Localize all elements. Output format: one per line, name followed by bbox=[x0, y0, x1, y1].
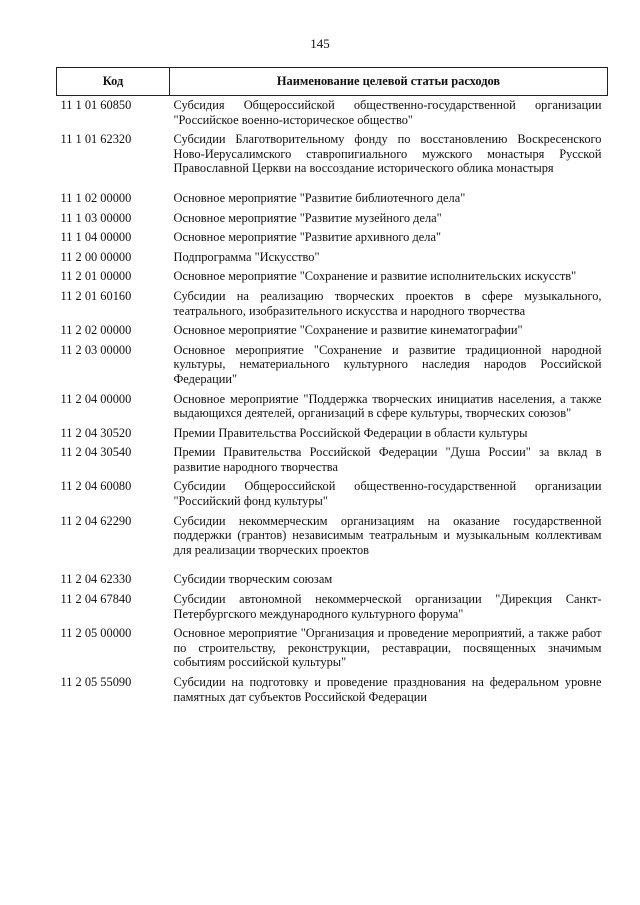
page-number: 145 bbox=[310, 36, 330, 51]
table-row bbox=[57, 390, 608, 424]
row-name: Субсидии некоммерческим организациям на оказание государственной поддержки (грантов) независимым театральным и музыкальным коллективам для реализации творческих проектов bbox=[173, 513, 602, 557]
row-name: Субсидии Благотворительному фонду по восстановлению Воскресенского Ново-Иерусалимского ставропигиального мужского монастыря Русской Православной Церкви на воссоздание исторического облика монастыря bbox=[173, 132, 602, 176]
row-code: 11 2 04 00000 bbox=[60, 391, 132, 406]
table-row bbox=[57, 248, 608, 268]
table-row bbox=[57, 341, 608, 390]
table-row bbox=[57, 512, 608, 561]
table-row bbox=[57, 560, 608, 590]
table-row bbox=[57, 424, 608, 444]
row-code: 11 2 01 60160 bbox=[60, 288, 132, 303]
row-code: 11 2 04 62330 bbox=[60, 572, 132, 587]
budget-codes-table bbox=[56, 67, 608, 707]
row-code: 11 1 04 00000 bbox=[60, 230, 132, 245]
row-code: 11 2 05 55090 bbox=[60, 675, 132, 689]
table-row bbox=[57, 209, 608, 229]
row-name: Премии Правительства Российской Федерации в области культуры bbox=[173, 425, 528, 440]
row-code: 11 2 02 00000 bbox=[60, 323, 132, 338]
table-row bbox=[57, 96, 608, 131]
row-code: 11 2 04 62290 bbox=[60, 513, 132, 528]
table-row bbox=[57, 228, 608, 248]
row-name: Субсидии Общероссийской общественно-государственной организации "Российский фонд культуры" bbox=[173, 479, 602, 509]
row-name: Основное мероприятие "Поддержка творческих инициатив населения, а также выдающихся деятелей, организаций в сфере культуры, творческих союзов" bbox=[173, 391, 602, 421]
row-name: Субсидия Общероссийской общественно-государственной организации "Российское военно-историческое общество" bbox=[173, 98, 602, 127]
table-row bbox=[57, 673, 608, 707]
row-code: 11 2 05 00000 bbox=[60, 626, 132, 641]
header-name: Наименование целевой статьи расходов bbox=[170, 68, 608, 96]
row-code: 11 1 03 00000 bbox=[60, 210, 132, 225]
row-code: 11 2 03 00000 bbox=[60, 342, 132, 357]
row-name: Основное мероприятие "Развитие музейного дела" bbox=[173, 210, 442, 225]
table-row bbox=[57, 287, 608, 321]
row-code: 11 2 00 00000 bbox=[60, 249, 132, 264]
row-code: 11 2 04 30520 bbox=[60, 425, 132, 440]
table-row bbox=[57, 267, 608, 287]
row-code: 11 1 01 62320 bbox=[60, 132, 132, 147]
header-code: Код bbox=[57, 68, 170, 96]
row-name: Основное мероприятие "Развитие библиотечного дела" bbox=[173, 190, 466, 205]
table-row bbox=[57, 130, 608, 179]
row-code: 11 1 02 00000 bbox=[60, 190, 132, 205]
table-header-row bbox=[57, 68, 608, 96]
row-code: 11 2 04 30540 bbox=[60, 445, 132, 460]
table-row bbox=[57, 179, 608, 209]
row-name: Субсидии творческим союзам bbox=[173, 572, 333, 587]
row-name: Основное мероприятие "Организация и проведение мероприятий, а также работ по строительству, реконструкции, реставрации, посвященных значимым событиям российской культуры" bbox=[173, 626, 602, 670]
table-row bbox=[57, 590, 608, 624]
row-name: Основное мероприятие "Развитие архивного дела" bbox=[173, 230, 442, 245]
row-name: Подпрограмма "Искусство" bbox=[173, 249, 320, 264]
row-name: Основное мероприятие "Сохранение и развитие кинематографии" bbox=[173, 323, 523, 338]
table-row bbox=[57, 624, 608, 673]
row-code: 11 2 04 67840 bbox=[60, 592, 132, 607]
table-row bbox=[57, 321, 608, 341]
row-name: Премии Правительства Российской Федерации "Душа России" за вклад в развитие народного творчества bbox=[173, 445, 602, 474]
row-name: Основное мероприятие "Сохранение и развитие традиционной народной культуры, нематериального культурного наследия народов Российской Федерации" bbox=[173, 342, 602, 386]
row-name: Субсидии на подготовку и проведение празднования на федеральном уровне памятных дат субъектов Российской Федерации bbox=[173, 675, 602, 704]
table-row bbox=[57, 443, 608, 477]
row-code: 11 1 01 60850 bbox=[60, 98, 132, 112]
row-name: Основное мероприятие "Сохранение и развитие исполнительских искусств" bbox=[173, 269, 577, 284]
row-name: Субсидии автономной некоммерческой организации "Дирекция Санкт-Петербургского международного культурного форума" bbox=[173, 592, 602, 621]
row-code: 11 2 01 00000 bbox=[60, 269, 132, 284]
row-name: Субсидии на реализацию творческих проектов в сфере музыкального, театрального, изобразительного искусства и народного творчества bbox=[173, 288, 602, 318]
table-row bbox=[57, 477, 608, 511]
row-code: 11 2 04 60080 bbox=[60, 479, 132, 494]
